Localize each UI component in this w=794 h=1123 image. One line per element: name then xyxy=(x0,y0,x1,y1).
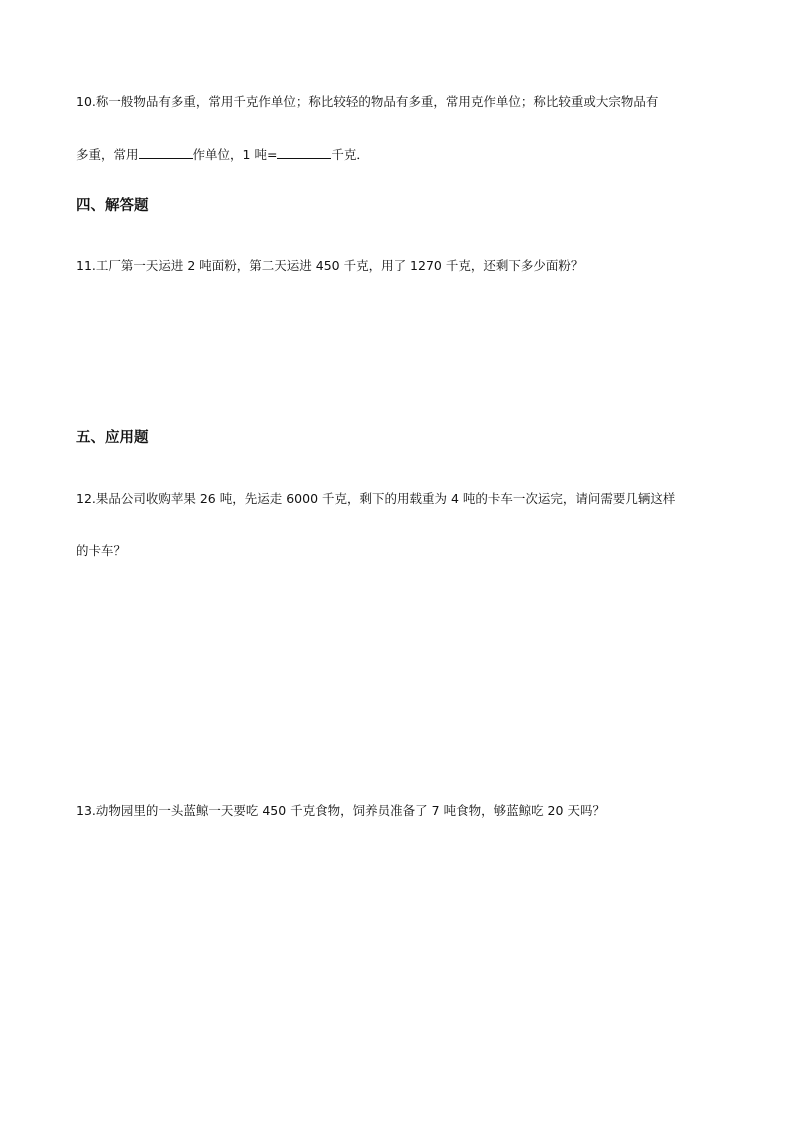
question-10-line-2 xyxy=(76,145,369,164)
question-11: 11.工厂第一天运进 2 吨面粉，第二天运进 450 千克，用了 1270 千克，还剩下多少面粉？ xyxy=(76,258,584,273)
question-10-text-part-2: 作单位，1 吨= xyxy=(192,147,278,162)
question-13: 13.动物园里的一头蓝鲸一天要吃 450 千克食物，饲养员准备了 7 吨食物，够蓝鲸吃 20 天吗？ xyxy=(76,803,605,818)
question-10-text-part-1: 多重，常用 xyxy=(76,147,139,162)
question-10-line-1: 10.称一般物品有多重，常用千克作单位；称比较轻的物品有多重，常用克作单位；称比较重或大宗物品有 xyxy=(76,94,659,109)
question-12-line-1: 12.果品公司收购苹果 26 吨，先运走 6000 千克，剩下的用载重为 4 吨的卡车一次运完，请问需要几辆这样 xyxy=(76,491,676,506)
answer-blank-unit[interactable] xyxy=(139,145,193,159)
question-12-line-2: 的卡车？ xyxy=(76,543,127,558)
question-10-text-part-3: 千克． xyxy=(331,147,369,162)
section-4-heading: 四、解答题 xyxy=(76,198,149,214)
section-5-heading: 五、应用题 xyxy=(76,430,149,446)
answer-blank-kilograms[interactable] xyxy=(277,145,331,159)
